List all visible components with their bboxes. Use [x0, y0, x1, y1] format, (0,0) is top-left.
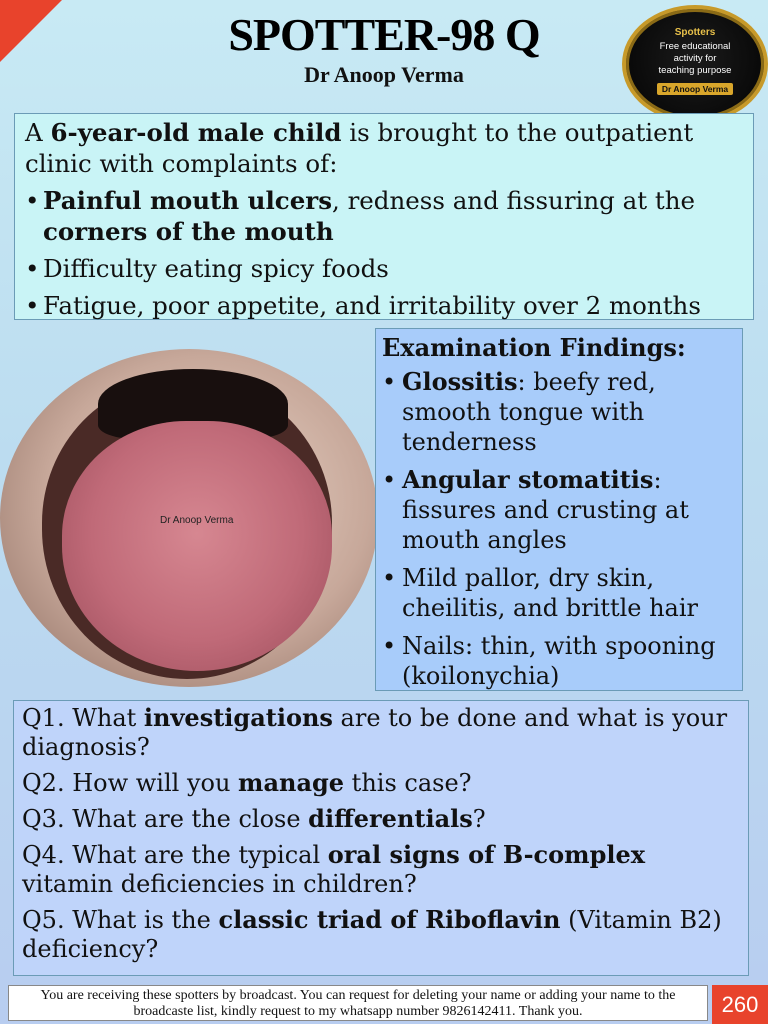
list-item: [25, 290, 745, 321]
spotters-badge: [622, 5, 768, 123]
findings-list: [382, 367, 736, 691]
intro-bold: 6-year-old male child: [50, 118, 342, 147]
question-item: [22, 768, 740, 798]
list-item: [382, 563, 736, 623]
question-bold: differentials: [308, 804, 473, 833]
item-bold: corners of the mouth: [43, 217, 334, 246]
badge-line: Free educational: [659, 41, 731, 52]
list-item: [382, 631, 736, 691]
case-description: [14, 113, 754, 320]
item-text: Fatigue, poor appetite, and irritability over 2 months: [43, 291, 701, 320]
badge-text: [626, 41, 764, 77]
list-item: [25, 185, 745, 247]
item-bold: Angular stomatitis: [402, 465, 654, 494]
question-bold: investigations: [143, 703, 333, 732]
question-text: Q3. What are the close: [22, 805, 309, 833]
question-text: ?: [472, 805, 486, 833]
badge-name: Dr Anoop Verma: [657, 83, 733, 95]
item-text: Mild pallor, dry skin, cheilitis, and brittle hair: [402, 564, 699, 622]
badge-title: Spotters: [674, 27, 716, 38]
question-text: (Vitamin B2) deficiency?: [22, 906, 722, 963]
question-item: [22, 804, 740, 834]
exam-title: Examination Findings:: [382, 333, 686, 362]
item-text: Nails: thin, with spooning (koilonychia): [402, 632, 716, 690]
image-watermark: Dr Anoop Verma: [160, 515, 234, 526]
question-item: [22, 905, 740, 964]
page-title: SPOTTER-98 Q: [228, 9, 540, 60]
question-text: vitamin deficiencies in children?: [22, 870, 417, 898]
author-name: Dr Anoop Verma: [304, 62, 464, 87]
question-text: Q4. What are the typical: [22, 841, 328, 869]
list-item: [382, 465, 736, 555]
item-text: : beefy red, smooth tongue with tenderness: [402, 368, 656, 456]
tongue-photo: [0, 349, 378, 687]
page-number: 260: [712, 985, 768, 1024]
badge-line: activity for: [673, 53, 717, 64]
question-text: Q2. How will you: [22, 769, 239, 797]
question-item: [22, 840, 740, 899]
item-bold: Painful mouth ulcers: [43, 186, 333, 215]
intro-text: is brought to the outpatient clinic with complaints of:: [25, 118, 694, 178]
complaint-list: [25, 185, 745, 321]
broadcast-footer: You are receiving these spotters by broadcast. You can request for deleting your name or adding your name to the broadcaste list, kindly request to my whatsapp number 9826142411. Thank you.: [8, 985, 708, 1021]
question-text: are to be done and what is your diagnosis?: [22, 704, 728, 761]
examination-findings: [375, 328, 743, 691]
item-text: : fissures and crusting at mouth angles: [402, 466, 689, 554]
item-text: Difficulty eating spicy foods: [43, 254, 389, 283]
item-text: , redness and fissuring at the: [332, 186, 695, 215]
questions-box: [13, 700, 749, 976]
list-item: [25, 253, 745, 284]
question-item: [22, 703, 740, 762]
question-bold: oral signs of B-complex: [327, 840, 646, 869]
question-bold: classic triad of Riboflavin: [218, 905, 561, 934]
question-text: Q1. What: [22, 704, 144, 732]
list-item: [382, 367, 736, 457]
question-text: this case?: [344, 769, 472, 797]
tongue-shape: [62, 421, 332, 671]
question-bold: manage: [238, 768, 345, 797]
item-bold: Glossitis: [402, 367, 518, 396]
badge-line: teaching purpose: [658, 65, 732, 76]
case-intro: [25, 117, 745, 179]
intro-text: A: [25, 118, 51, 147]
question-text: Q5. What is the: [22, 906, 219, 934]
